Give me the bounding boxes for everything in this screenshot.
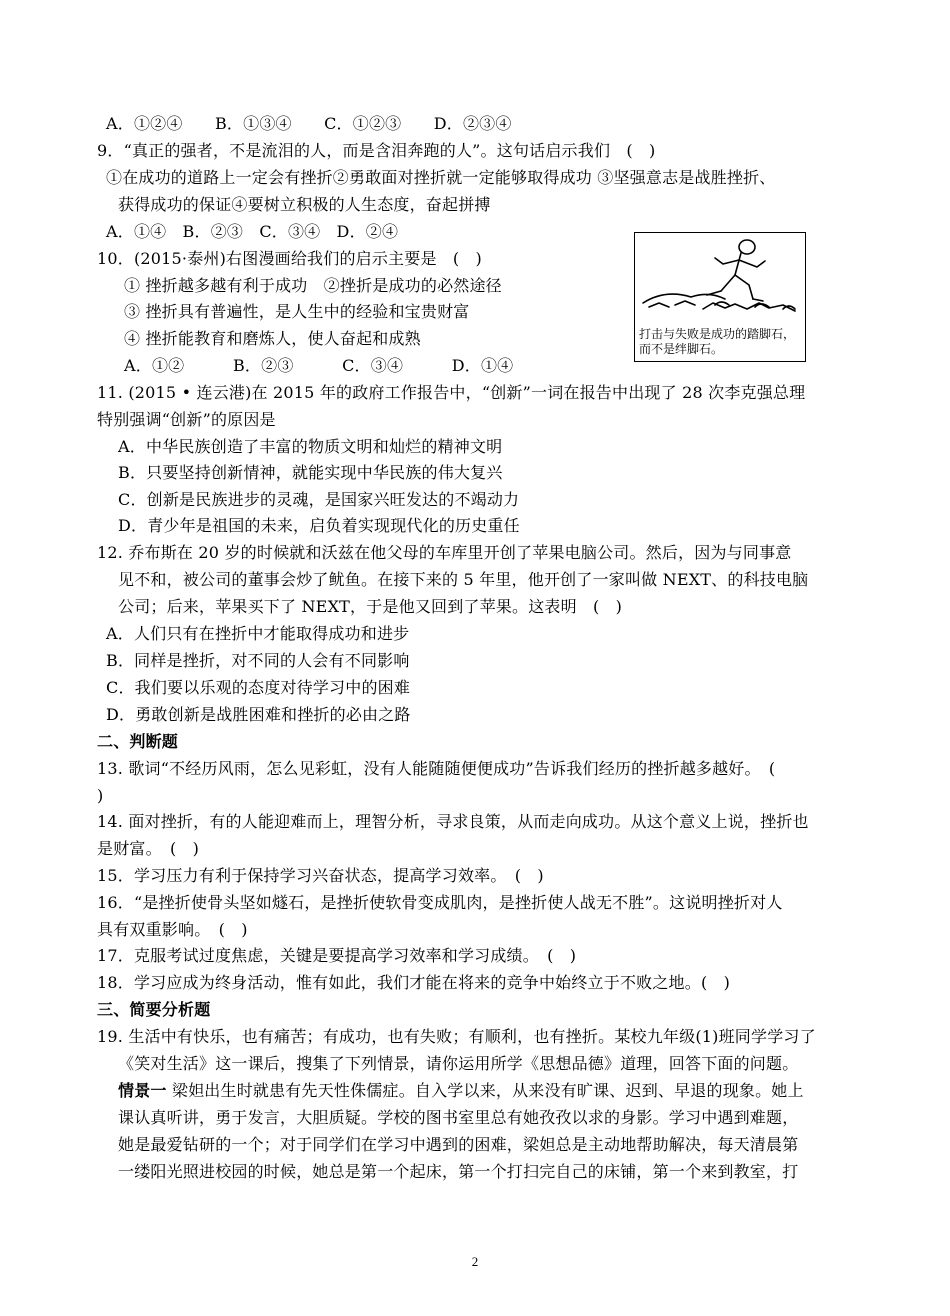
q12-option-a: A．人们只有在挫折中才能取得成功和进步 bbox=[106, 624, 410, 643]
q14-line-1: 14. 面对挫折，有的人能迎难而上，理智分析，寻求良策，从而走向成功。从这个意义上说，挫折也 bbox=[97, 812, 809, 831]
cartoon-caption bbox=[639, 327, 803, 357]
q12-option-b: B．同样是挫折，对不同的人会有不同影响 bbox=[106, 651, 410, 670]
q16-line-2: 具有双重影响。 ( ) bbox=[97, 920, 248, 939]
q13-line-1: 13. 歌词“不经历风雨，怎么见彩虹，没有人能随随便便成功”告诉我们经历的挫折越多越好。 ( bbox=[97, 759, 776, 778]
section-heading-judgement: 二、判断题 bbox=[97, 732, 179, 751]
cartoon-caption-line-2: 而不是绊脚石。 bbox=[639, 342, 724, 356]
q10-statement-4: ④ 挫折能教育和磨炼人，使人奋起和成熟 bbox=[124, 329, 421, 348]
q15: 15．学习压力有利于保持学习兴奋状态，提高学习效率。 ( ) bbox=[97, 866, 544, 885]
cartoon-caption-line-1: 打击与失败是成功的踏脚石， bbox=[639, 327, 796, 341]
scenario-1-line-2: 课认真听讲，勇于发言，大胆质疑。学校的图书室里总有她孜孜以求的身影。学习中遇到难题， bbox=[118, 1108, 799, 1127]
q11-option-b: B．只要坚持创新情神，就能实现中华民族的伟大复兴 bbox=[118, 463, 503, 482]
q19-stem-1: 19. 生活中有快乐，也有痛苦；有成功，也有失败；有顺利，也有挫折。某校九年级(1)班同学学习了 bbox=[97, 1027, 816, 1046]
q12-option-c: C．我们要以乐观的态度对待学习中的困难 bbox=[106, 678, 411, 697]
q12-option-d: D．勇敢创新是战胜困难和挫折的必由之路 bbox=[106, 705, 411, 724]
q11-option-c: C．创新是民族进步的灵魂，是国家兴旺发达的不竭动力 bbox=[118, 490, 520, 509]
scenario-1-text: 梁妲出生时就患有先天性侏儒症。自入学以来，从来没有旷课、迟到、早退的现象。她上 bbox=[171, 1081, 804, 1100]
q12-stem-2: 见不和，被公司的董事会炒了鱿鱼。在接下来的 5 年里，他开创了一家叫做 NEXT、的科技电脑 bbox=[118, 570, 809, 589]
page-number: 2 bbox=[471, 1254, 479, 1269]
q11-stem-2: 特别强调“创新”的原因是 bbox=[97, 410, 276, 429]
q13-line-2: ) bbox=[97, 786, 104, 805]
q11-option-a: A．中华民族创造了丰富的物质文明和灿烂的精神文明 bbox=[118, 437, 503, 456]
q10-stem: 10．(2015·泰州)右图漫画给我们的启示主要是 ( ) bbox=[97, 249, 482, 268]
scenario-1-label: 情景一 bbox=[118, 1081, 167, 1100]
scenario-1-line-1 bbox=[118, 1081, 804, 1101]
q8-options: A．①②④ B．①③④ C．①②③ D．②③④ bbox=[106, 114, 512, 133]
q9-statements-2: 获得成功的保证④要树立积极的人生态度，奋起拼搏 bbox=[118, 195, 491, 214]
q11-option-d: D．青少年是祖国的未来，启负着实现现代化的历史重任 bbox=[118, 516, 520, 535]
q18: 18．学习应成为终身活动，惟有如此，我们才能在将来的竞争中始终立于不败之地。( ) bbox=[97, 973, 731, 992]
scenario-1-line-4: 一缕阳光照进校园的时候，她总是第一个起床，第一个打扫完自己的床铺，第一个来到教室，打 bbox=[118, 1162, 799, 1181]
q12-stem-3: 公司；后来，苹果买下了 NEXT，于是他又回到了苹果。这表明 ( ) bbox=[118, 597, 623, 616]
q12-stem-1: 12. 乔布斯在 20 岁的时候就和沃兹在他父母的车库里开创了苹果电脑公司。然后，因为与同事意 bbox=[97, 543, 792, 562]
q9-statements-1: ①在成功的道路上一定会有挫折②勇敢面对挫折就一定能够取得成功 ③坚强意志是战胜挫折、 bbox=[106, 168, 776, 187]
q14-line-2: 是财富。 ( ) bbox=[97, 839, 200, 858]
q10-statement-3: ③ 挫折具有普遍性，是人生中的经验和宝贵财富 bbox=[124, 302, 470, 321]
q19-stem-2: 《笑对生活》这一课后，搜集了下列情景，请你运用所学《思想品德》道理，回答下面的问题。 bbox=[118, 1054, 799, 1073]
q10-options: A．①② B．②③ C．③④ D．①④ bbox=[124, 356, 514, 375]
q17: 17．克服考试过度焦虑，关键是要提高学习效率和学习成绩。 ( ) bbox=[97, 946, 577, 965]
cartoon-image bbox=[634, 232, 806, 362]
section-heading-analysis: 三、简要分析题 bbox=[97, 1000, 211, 1019]
q16-line-1: 16．“是挫折使骨头坚如燧石，是挫折使软骨变成肌肉，是挫折使人战无不胜”。这说明挫折对人 bbox=[97, 893, 783, 912]
scenario-1-line-3: 她是最爱钻研的一个；对于同学们在学习中遇到的困难，梁妲总是主动地帮助解决，每天清晨第 bbox=[118, 1135, 799, 1154]
q9-stem: 9．“真正的强者，不是流泪的人，而是含泪奔跑的人”。这句话启示我们 ( ) bbox=[97, 141, 656, 160]
q10-statement-1: ① 挫折越多越有利于成功 ②挫折是成功的必然途径 bbox=[124, 276, 502, 295]
q9-options: A．①④ B．②③ C．③④ D．②④ bbox=[106, 222, 399, 241]
q11-stem-1: 11. (2015 • 连云港)在 2015 年的政府工作报告中，“创新”一词在报告中出现了 28 次李克强总理 bbox=[97, 383, 806, 402]
